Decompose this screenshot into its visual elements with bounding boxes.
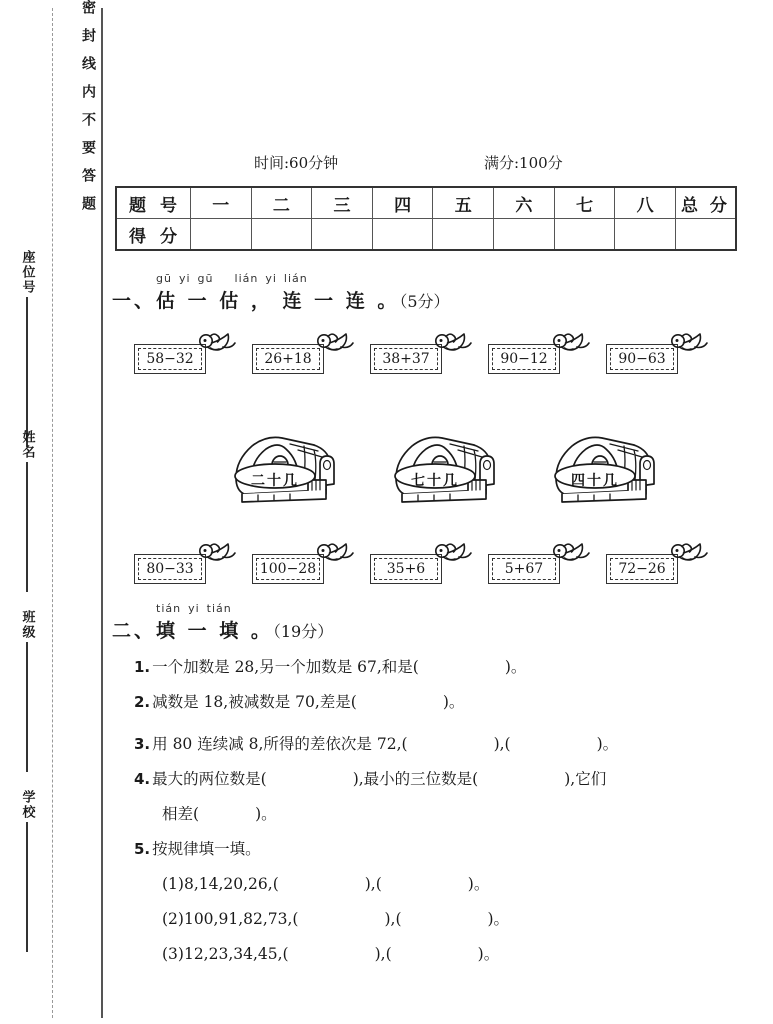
house-label: 四十几 (571, 473, 619, 489)
estimate-top-item-1[interactable] (252, 330, 348, 378)
section-2-points: （19分） (272, 622, 334, 641)
question-2-number: 2. (134, 693, 151, 711)
question-5 (134, 834, 261, 864)
score-table-col-header-8: 总 分 (675, 187, 736, 219)
question-2 (134, 687, 464, 717)
seal-field-write-line[interactable] (26, 642, 28, 772)
question-5-sub-suffix: )。 (467, 875, 490, 893)
question-5-sub-suffix: )。 (487, 910, 510, 928)
question-5-sub-prefix: (1)8,14,20,26,( (162, 875, 279, 893)
bird-icon (551, 540, 595, 574)
expression-text: 38+37 (374, 348, 438, 370)
question-3-number: 3. (134, 735, 151, 753)
bird-icon (669, 330, 713, 364)
expression-text: 100−28 (256, 558, 320, 580)
question-4-cont-b: )。 (255, 805, 277, 823)
bird-icon-svg (315, 330, 359, 364)
score-table-row-label-score: 得 分 (116, 219, 191, 251)
estimate-bottom-item-1[interactable] (252, 540, 348, 588)
bird-icon (315, 330, 359, 364)
house-icon (230, 432, 354, 510)
question-5-sub-suffix: )。 (477, 945, 500, 963)
seal-dashed-rule (52, 8, 53, 1018)
score-table-header-row (116, 187, 736, 219)
seal-field-write-line[interactable] (26, 297, 28, 447)
score-table-score-cell-8[interactable] (675, 219, 736, 251)
expression-box[interactable] (252, 554, 324, 584)
seal-field-3 (6, 790, 48, 952)
estimate-bottom-item-0[interactable] (134, 540, 230, 588)
score-table-score-cell-0[interactable] (191, 219, 252, 251)
seal-field-write-line[interactable] (26, 822, 28, 952)
question-4-continued (162, 799, 277, 829)
question-3 (134, 729, 618, 759)
seal-field-label: 班级 (19, 610, 35, 640)
question-2-text-b: )。 (442, 693, 465, 711)
bird-icon (551, 330, 595, 364)
bird-icon (433, 540, 477, 574)
estimate-row-bottom (104, 540, 773, 596)
question-5-text: 按规律填一填。 (152, 840, 261, 858)
seal-field-label: 学校 (19, 790, 35, 820)
score-table-score-cell-6[interactable] (554, 219, 615, 251)
section-2-title (112, 616, 333, 643)
section-1-points: （5分） (399, 292, 450, 311)
house-icon (390, 432, 514, 510)
expression-box[interactable] (370, 344, 442, 374)
expression-text: 90−63 (610, 348, 674, 370)
house-row (104, 432, 773, 512)
bird-icon (669, 540, 713, 574)
score-table-score-row (116, 219, 736, 251)
question-5-sub-mid: ),( (374, 945, 392, 963)
pinyin-syllable: yi (188, 602, 200, 615)
expression-box[interactable] (488, 344, 560, 374)
seal-field-1 (6, 430, 48, 592)
bird-icon-svg (433, 330, 477, 364)
score-table-col-header-5: 六 (494, 187, 555, 219)
score-table-score-cell-5[interactable] (494, 219, 555, 251)
house-label: 二十几 (251, 473, 299, 489)
pinyin-syllable: lián (234, 272, 259, 285)
expression-text: 5+67 (492, 558, 556, 580)
bird-icon-svg (433, 540, 477, 574)
question-5-sub-prefix: (3)12,23,34,45,( (162, 945, 289, 963)
expression-box[interactable] (606, 344, 678, 374)
expression-text: 58−32 (138, 348, 202, 370)
score-table-col-header-7: 八 (615, 187, 676, 219)
question-3-text-c: )。 (596, 735, 619, 753)
bird-icon-svg (315, 540, 359, 574)
question-1-text-b: )。 (504, 658, 527, 676)
expression-text: 26+18 (256, 348, 320, 370)
question-1-text-a: 一个加数是 28,另一个加数是 67,和是( (152, 658, 419, 676)
question-5-number: 5. (134, 840, 151, 858)
exam-meta (104, 152, 744, 174)
section-1-title (112, 286, 450, 313)
estimate-top-item-0[interactable] (134, 330, 230, 378)
score-table-score-cell-1[interactable] (251, 219, 312, 251)
question-5-sub-1 (162, 904, 509, 934)
question-4-text-b: ),最小的三位数是( (352, 770, 479, 788)
score-table-row-label-question: 题 号 (116, 187, 191, 219)
score-table-score-cell-4[interactable] (433, 219, 494, 251)
score-table-score-cell-7[interactable] (615, 219, 676, 251)
section-2-index: 二、 (112, 620, 157, 642)
section-1-index: 一、 (112, 290, 157, 312)
score-table-col-header-2: 三 (312, 187, 373, 219)
bird-icon (433, 330, 477, 364)
bird-icon-svg (551, 330, 595, 364)
bird-icon (315, 540, 359, 574)
seal-field-2 (6, 610, 48, 772)
exam-sheet (104, 0, 773, 1024)
question-5-sub-prefix: (2)100,91,82,73,( (162, 910, 299, 928)
score-table-col-header-4: 五 (433, 187, 494, 219)
expression-text: 80−33 (138, 558, 202, 580)
estimate-top-item-4[interactable] (606, 330, 702, 378)
seal-field-write-line[interactable] (26, 462, 28, 592)
pinyin-syllable: yi (265, 272, 277, 285)
score-table-col-header-0: 一 (191, 187, 252, 219)
pinyin-syllable: gū (156, 272, 172, 285)
expression-box[interactable] (370, 554, 442, 584)
pinyin-syllable: yi (178, 272, 191, 285)
house-item-0[interactable] (230, 432, 354, 510)
expression-box[interactable] (134, 344, 206, 374)
question-4-text-c: ),它们 (564, 770, 607, 788)
question-3-text-b: ),( (493, 735, 511, 753)
expression-box[interactable] (606, 554, 678, 584)
bird-icon-svg (669, 330, 713, 364)
bird-icon-svg (197, 540, 241, 574)
section-1-title-text: 估 一 估 ， 连 一 连 。 (156, 290, 400, 312)
seal-sidebar (0, 0, 104, 1024)
estimate-bottom-item-3[interactable] (488, 540, 584, 588)
question-3-text-a: 用 80 连续减 8,所得的差依次是 72,( (152, 735, 408, 753)
expression-box[interactable] (488, 554, 560, 584)
seal-field-label: 姓名 (19, 430, 35, 460)
score-table-col-header-1: 二 (251, 187, 312, 219)
expression-text: 35+6 (374, 558, 438, 580)
question-5-sub-2 (162, 939, 499, 969)
expression-text: 72−26 (610, 558, 674, 580)
house-icon-svg (390, 432, 514, 510)
score-table-col-header-6: 七 (554, 187, 615, 219)
pinyin-syllable: tián (206, 602, 232, 615)
score-table-score-cell-2[interactable] (312, 219, 373, 251)
section-2-pinyin (156, 602, 239, 615)
expression-text: 90−12 (492, 348, 556, 370)
section-2-title-text: 填 一 填 。 (156, 620, 273, 642)
score-table-col-header-3: 四 (372, 187, 433, 219)
exam-total-score: 满分:100分 (484, 154, 563, 172)
question-1-number: 1. (134, 658, 151, 676)
estimate-bottom-item-4[interactable] (606, 540, 702, 588)
pinyin-syllable: lián (283, 272, 308, 285)
question-4-text-a: 最大的两位数是( (152, 770, 267, 788)
estimate-row-top (104, 330, 773, 386)
house-icon-svg (550, 432, 674, 510)
question-4-number: 4. (134, 770, 151, 788)
pinyin-syllable: tián (156, 602, 182, 615)
section-1-pinyin (156, 272, 315, 285)
question-4-cont-a: 相差( (162, 805, 200, 823)
estimate-top-item-3[interactable] (488, 330, 584, 378)
estimate-bottom-item-2[interactable] (370, 540, 466, 588)
bird-icon-svg (551, 540, 595, 574)
expression-box[interactable] (252, 344, 324, 374)
question-5-sub-0 (162, 869, 489, 899)
house-icon (550, 432, 674, 510)
bird-icon (197, 540, 241, 574)
seal-notice-text: 密封线内不要答题 (80, 0, 96, 224)
seal-field-label: 座位号 (19, 250, 35, 295)
question-4 (134, 764, 606, 794)
score-table-score-cell-3[interactable] (372, 219, 433, 251)
estimate-top-item-2[interactable] (370, 330, 466, 378)
question-2-text-a: 减数是 18,被减数是 70,差是( (152, 693, 357, 711)
score-table (115, 186, 737, 251)
pinyin-syllable: gū (197, 272, 214, 285)
bird-icon-svg (669, 540, 713, 574)
exam-time: 时间:60分钟 (254, 154, 339, 172)
question-5-sub-mid: ),( (364, 875, 382, 893)
house-label: 七十几 (411, 473, 459, 489)
bird-icon (197, 330, 241, 364)
seal-field-0 (6, 250, 48, 447)
house-icon-svg (230, 432, 354, 510)
bird-icon-svg (197, 330, 241, 364)
seal-solid-rule (101, 8, 103, 1018)
house-item-2[interactable] (550, 432, 674, 510)
house-item-1[interactable] (390, 432, 514, 510)
expression-box[interactable] (134, 554, 206, 584)
question-1 (134, 652, 526, 682)
question-5-sub-mid: ),( (384, 910, 402, 928)
